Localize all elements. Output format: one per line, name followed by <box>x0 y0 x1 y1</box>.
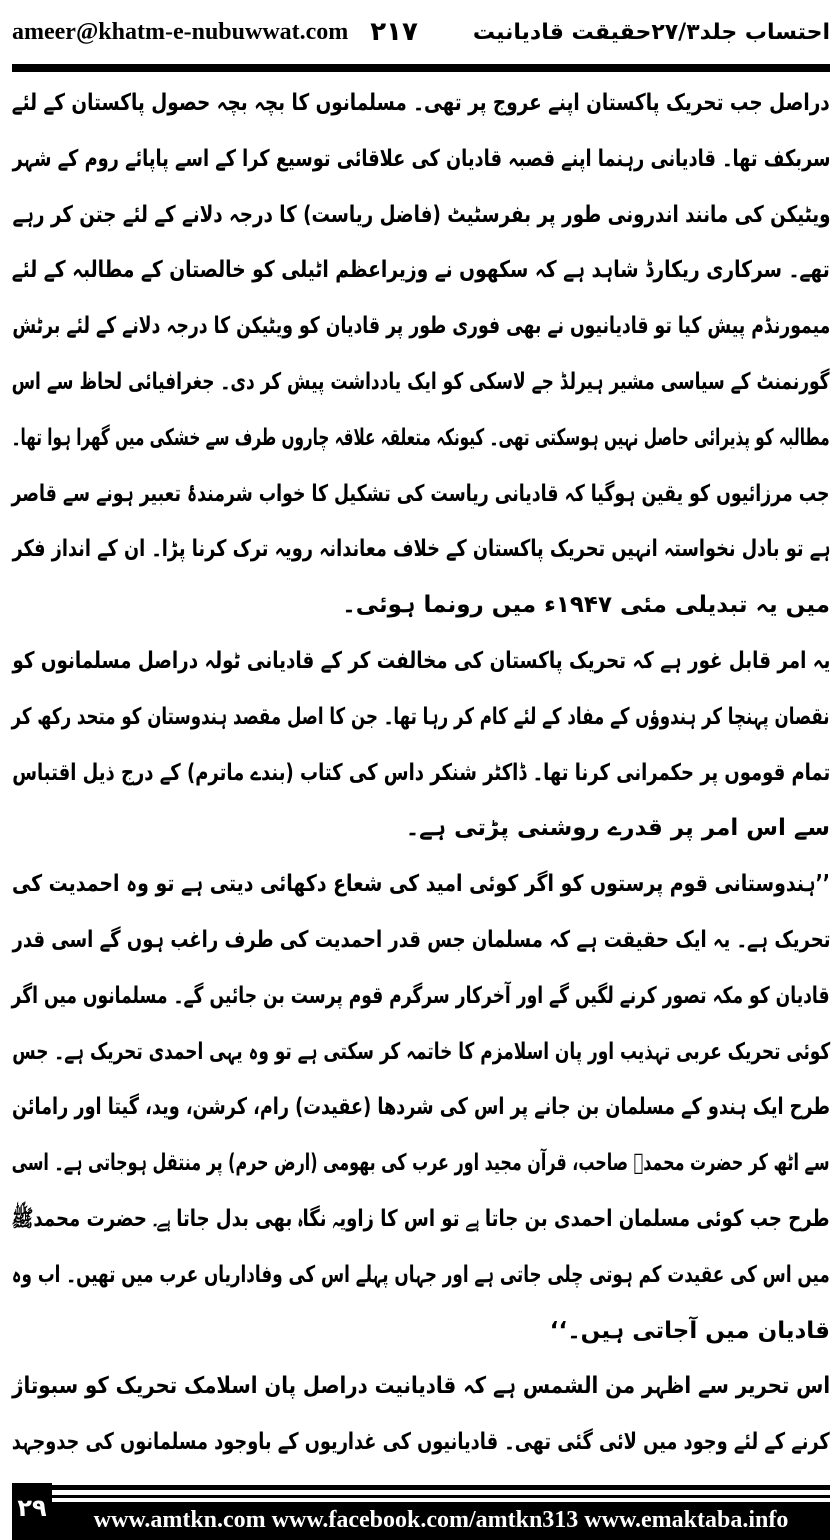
text-line-content: مطالبہ کو پذیرائی حاصل نہیں ہوسکتی تھی۔ کیونکہ متعلقہ علاقہ چاروں طرف سے خشکی میں گھرا ہوا تھا۔ <box>12 424 830 451</box>
text-line-content: طرح جب کوئی مسلمان احمدی بن جاتا ہے تو اس کا زاویہ نگاہ بھی بدل جاتا ہے۔ حضرت محمدﷺ <box>12 1205 830 1232</box>
text-line-content: سربکف تھا۔ قادیانی رہنما اپنے قصبہ قادیان کی علاقائی توسیع کرا کے اسے پاپائے روم کے شہر <box>12 145 830 172</box>
text-line-content: ’’ہندوستانی قوم پرستوں کو اگر کوئی امید کی شعاع دکھائی دیتی ہے تو وہ احمدیت کی <box>12 871 830 898</box>
text-line <box>12 913 830 969</box>
text-line <box>12 76 830 132</box>
text-line-content: کرنے کے لئے وجود میں لائی گئی تھی۔ قادیانیوں کی غداریوں کے باوجود مسلمانوں کی جدوجہد <box>12 1429 830 1456</box>
text-line <box>12 1025 830 1081</box>
text-line <box>12 1080 830 1136</box>
text-line-content: گورنمنٹ کے سیاسی مشیر ہیرلڈ جے لاسکی کو ایک یادداشت پیش کر دی۔ جغرافیائی لحاظ سے اس <box>12 368 830 395</box>
text-line <box>12 801 830 857</box>
text-line <box>12 634 830 690</box>
footer-page-number: ۲۹ <box>12 1483 52 1540</box>
text-line <box>12 1192 830 1248</box>
text-line <box>12 1248 830 1304</box>
text-line <box>12 243 830 299</box>
text-line-content: ہے تو بادل نخواستہ انہیں تحریک پاکستان کے خلاف معاندانہ رویہ ترک کرنا پڑا۔ ان کے انداز فکر <box>12 536 830 563</box>
header-rule <box>12 64 830 72</box>
text-line <box>12 969 830 1025</box>
text-line <box>12 746 830 802</box>
text-line <box>12 188 830 244</box>
header-book-title: احتساب جلد۲۷/۳حقیقت قادیانیت <box>472 19 830 45</box>
text-line-content: تمام قوموں پر حکمرانی کرنا تھا۔ ڈاکٹر شنکر داس کی کتاب (بندے ماترم) کے درج ذیل اقتباس <box>12 759 830 786</box>
text-line-content: قادیان میں آجاتی ہیں۔‘‘ <box>549 1317 830 1344</box>
text-line-content: میں یہ تبدیلی مئی ۱۹۴۷ء میں رونما ہوئی۔ <box>342 592 830 619</box>
text-line <box>12 467 830 523</box>
text-line <box>12 578 830 634</box>
text-line-content: جب مرزائیوں کو یقین ہوگیا کہ قادیانی ریاست کی تشکیل کا خواب شرمندۂ تعبیر ہونے سے قاصر <box>12 480 830 507</box>
text-line <box>12 411 830 467</box>
page-body <box>12 76 830 1471</box>
page-header <box>12 0 830 64</box>
text-line <box>12 1415 830 1471</box>
header-page-number: ۲۱۷ <box>370 17 418 47</box>
text-line <box>12 1304 830 1360</box>
text-line-content: اس تحریر سے اظہر من الشمس ہے کہ قادیانیت دراصل پان اسلامک تحریک کو سبوتاژ <box>12 1373 830 1400</box>
footer-rule <box>52 1485 830 1490</box>
text-line-content: ویٹیکن کی مانند اندرونی طور پر بفرسٹیٹ (فاضل ریاست) کا درجہ دلانے کے لئے جتن کر رہے <box>12 201 830 228</box>
text-line-content: سے اٹھ کر حضرت محمدؐ صاحب، قرآن مجید اور عرب کی بھومی (ارض حرم) پر منتقل ہوجاتی ہے۔ اسی <box>12 1150 830 1177</box>
text-line <box>12 355 830 411</box>
text-line <box>12 857 830 913</box>
text-line-content: میمورنڈم پیش کیا تو قادیانیوں نے بھی فوری طور پر قادیان کو ویٹیکن کا درجہ دلانے کے لئے برٹش <box>12 313 830 340</box>
header-email: ameer@khatm-e-nubuwwat.com <box>12 18 349 45</box>
text-line-content: سے اس امر پر قدرے روشنی پڑتی ہے۔ <box>405 815 830 842</box>
text-line-content: دراصل جب تحریک پاکستان اپنے عروج پر تھی۔ مسلمانوں کا بچہ بچہ حصول پاکستان کے لئے <box>12 90 830 116</box>
text-line <box>12 299 830 355</box>
text-line-content: تحریک ہے۔ یہ ایک حقیقت ہے کہ مسلمان جس قدر احمدیت کی طرف راغب ہوں گے اسی قدر <box>12 926 830 953</box>
text-line-content: قادیان کو مکہ تصور کرنے لگیں گے اور آخرکار سرگرم قوم پرست بن جائیں گے۔ مسلمانوں میں اگر <box>12 982 830 1009</box>
text-line-content: طرح ایک ہندو کے مسلمان بن جانے پر اس کی شردھا (عقیدت) رام، کرشن، وید، گیتا اور رامائن <box>12 1094 830 1121</box>
text-line-content: تھے۔ سرکاری ریکارڈ شاہد ہے کہ سکھوں نے وزیراعظم اٹیلی کو خالصتان کے مطالبہ کے لئے <box>12 257 830 284</box>
text-line <box>12 1359 830 1415</box>
text-line <box>12 1136 830 1192</box>
text-line-content: نقصان پہنچا کر ہندوؤں کے مفاد کے لئے کام کر رہا تھا۔ جن کا اصل مقصد ہندوستان کو متحد رکھ کر <box>12 703 830 730</box>
text-line-content: یہ امر قابل غور ہے کہ تحریک پاکستان کی مخالفت کر کے قادیانی ٹولہ دراصل مسلمانوں کو <box>12 647 830 674</box>
text-line-content: میں اس کی عقیدت کم ہوتی چلی جاتی ہے اور جہاں پہلے اس کی وفاداریاں عرب میں تھیں۔ اب وہ <box>12 1261 830 1288</box>
text-line <box>12 690 830 746</box>
text-line <box>12 522 830 578</box>
footer-links: www.amtkn.com www.facebook.com/amtkn313 www.emaktaba.info <box>52 1502 830 1540</box>
text-line-content: کوئی تحریک عربی تہذیب اور پان اسلامزم کا خاتمہ کر سکتی ہے تو وہ یہی احمدی تحریک ہے۔ جس <box>12 1038 830 1065</box>
text-line <box>12 132 830 188</box>
footer-rule-thin <box>52 1495 830 1498</box>
